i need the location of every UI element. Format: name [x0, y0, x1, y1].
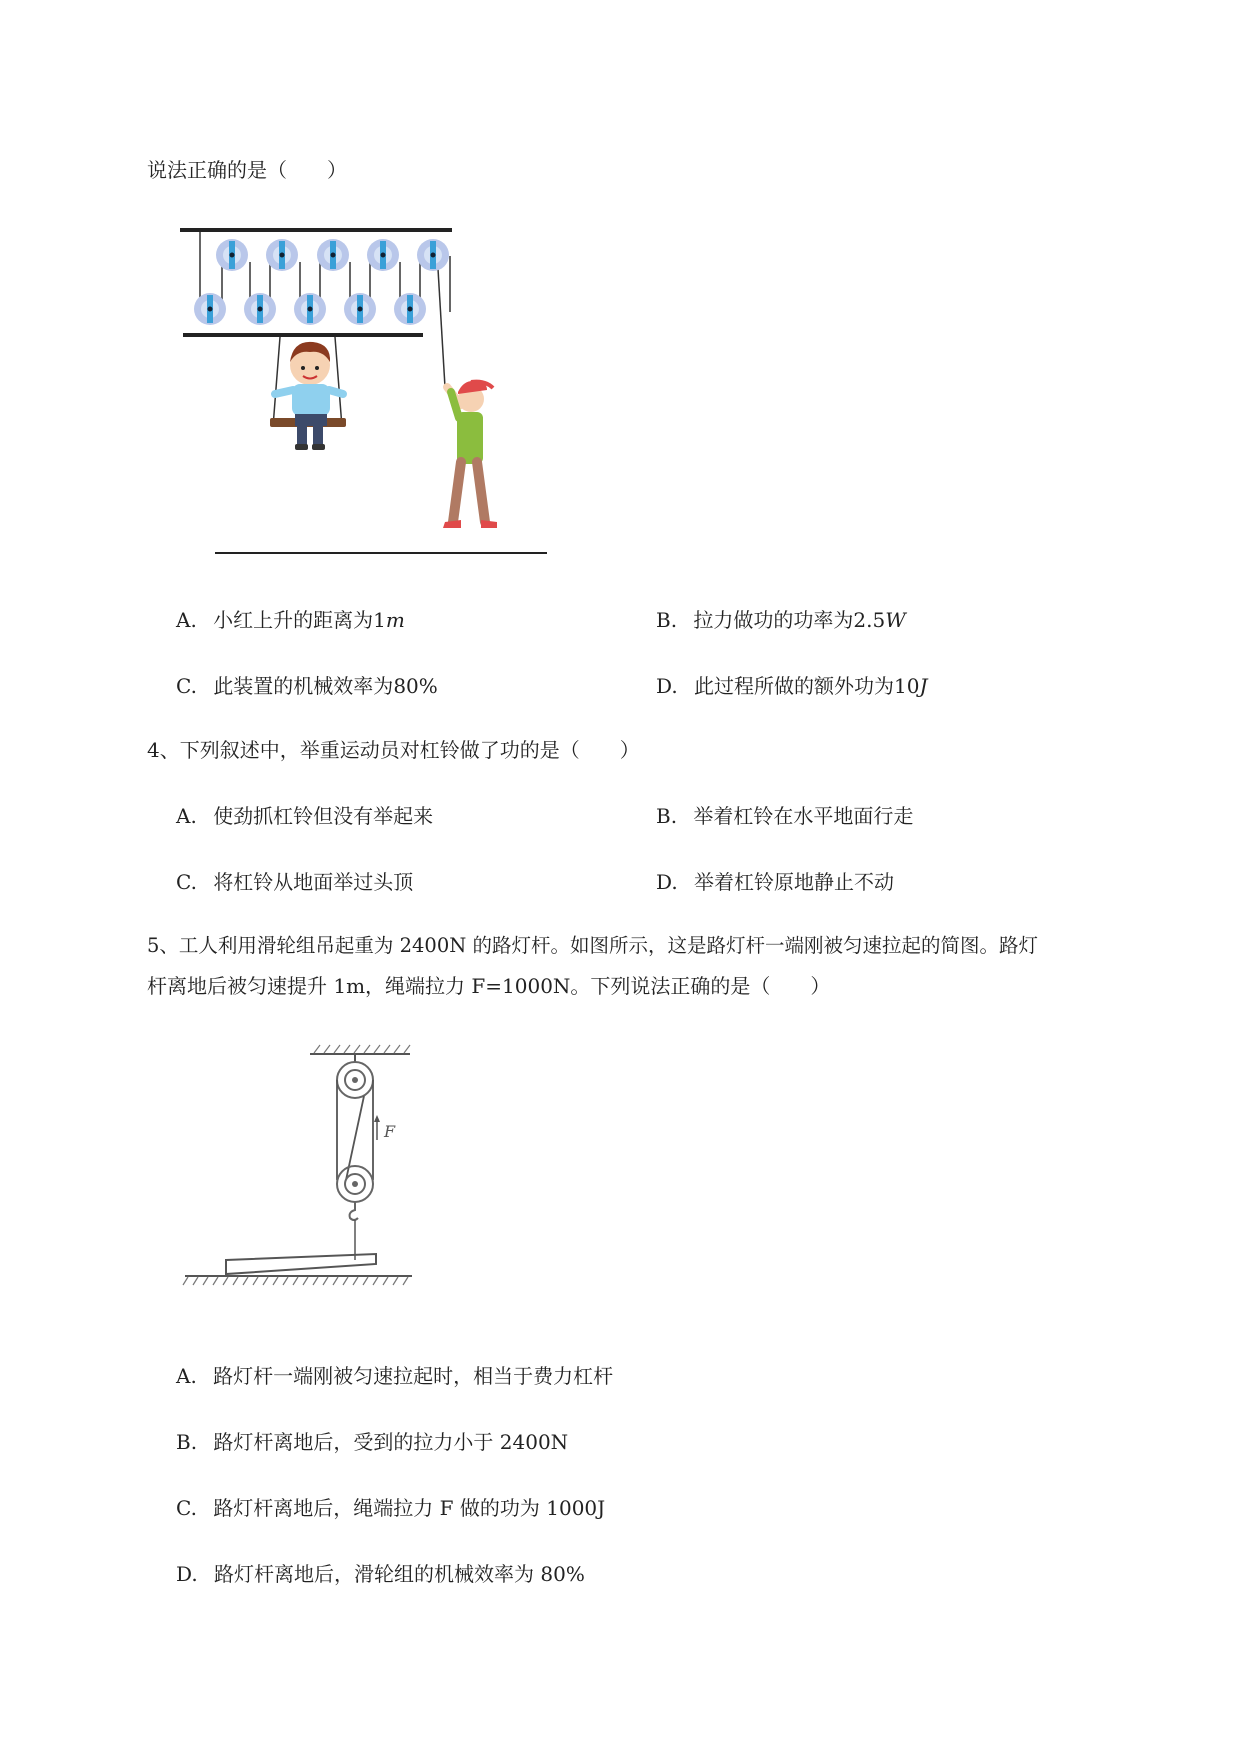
- option-math-num: 10: [894, 674, 920, 698]
- option-label: D.: [656, 674, 678, 698]
- q3-option-a: [176, 606, 405, 634]
- option-label: D.: [176, 1562, 198, 1586]
- option-text: 路灯杆一端刚被匀速拉起时，相当于费力杠杆: [213, 1364, 614, 1388]
- q5-option-a: [176, 1362, 613, 1390]
- ceiling-hatch: [314, 1045, 410, 1053]
- q5-option-b: [176, 1428, 568, 1456]
- option-label: B.: [656, 804, 678, 828]
- option-text: 将杠铃从地面举过头顶: [213, 870, 414, 894]
- option-text: 路灯杆离地后，滑轮组的机械效率为 80%: [214, 1562, 585, 1586]
- option-text: 此装置的机械效率为: [213, 674, 394, 698]
- q5-stem-line1: 5、工人利用滑轮组吊起重为 2400N 的路灯杆。如图所示，这是路灯杆一端刚被匀速拉起的简图。路灯: [147, 934, 1038, 957]
- option-math-num: 2.5: [853, 608, 886, 632]
- option-label: A.: [176, 608, 197, 632]
- option-math-num: 1: [373, 608, 386, 632]
- q3-option-b: [656, 606, 906, 634]
- ground-hatch: [183, 1277, 408, 1285]
- q3-option-d: [656, 672, 928, 700]
- option-label: A.: [176, 804, 197, 828]
- option-math-unit: W: [885, 608, 906, 632]
- option-math-unit: m: [385, 608, 405, 632]
- q4-stem: 4、下列叙述中，举重运动员对杠铃做了功的是（ ）: [147, 738, 640, 762]
- bottom-bar: [183, 333, 423, 337]
- option-label: C.: [176, 674, 197, 698]
- ground-line: [215, 552, 547, 554]
- option-text: 举着杠铃原地静止不动: [694, 870, 895, 894]
- option-text: 使劲抓杠铃但没有举起来: [213, 804, 434, 828]
- option-text: 拉力做功的功率为: [693, 608, 854, 632]
- option-label: D.: [656, 870, 678, 894]
- option-math-unit: J: [919, 674, 928, 698]
- q4-option-a: [176, 802, 433, 830]
- option-text: 路灯杆离地后，受到的拉力小于 2400N: [213, 1430, 569, 1454]
- standing-boy: [443, 381, 497, 528]
- top-bar: [180, 228, 452, 232]
- option-label: B.: [656, 608, 678, 632]
- option-label: C.: [176, 1496, 197, 1520]
- q4-option-b: [656, 802, 913, 830]
- q3-option-c: [176, 672, 438, 700]
- figure-pulley-swing: [175, 222, 555, 562]
- option-label: B.: [176, 1430, 198, 1454]
- lamp-post: [226, 1254, 376, 1274]
- option-label: A.: [176, 1364, 197, 1388]
- option-math-num: 80%: [393, 674, 438, 698]
- q5-option-d: [176, 1560, 585, 1588]
- lower-pulleys: [194, 293, 426, 325]
- option-label: C.: [176, 870, 197, 894]
- figure-lamp-post-pulley: [180, 1040, 420, 1300]
- q3-stem-tail: 说法正确的是（ ）: [147, 158, 347, 182]
- option-text: 此过程所做的额外功为: [694, 674, 895, 698]
- option-text: 举着杠铃在水平地面行走: [693, 804, 914, 828]
- option-text: 路灯杆离地后，绳端拉力 F 做的功为 1000J: [213, 1496, 606, 1520]
- force-label: F: [384, 1122, 396, 1141]
- option-text: 小红上升的距离为: [213, 608, 374, 632]
- q4-option-d: [656, 868, 894, 896]
- sitting-boy: [275, 342, 343, 450]
- q4-option-c: [176, 868, 413, 896]
- q5-option-c: [176, 1494, 605, 1522]
- q5-stem-line2: 杆离地后被匀速提升 1m，绳端拉力 F=1000N。下列说法正确的是（ ）: [147, 974, 831, 998]
- upper-pulleys: [216, 239, 449, 271]
